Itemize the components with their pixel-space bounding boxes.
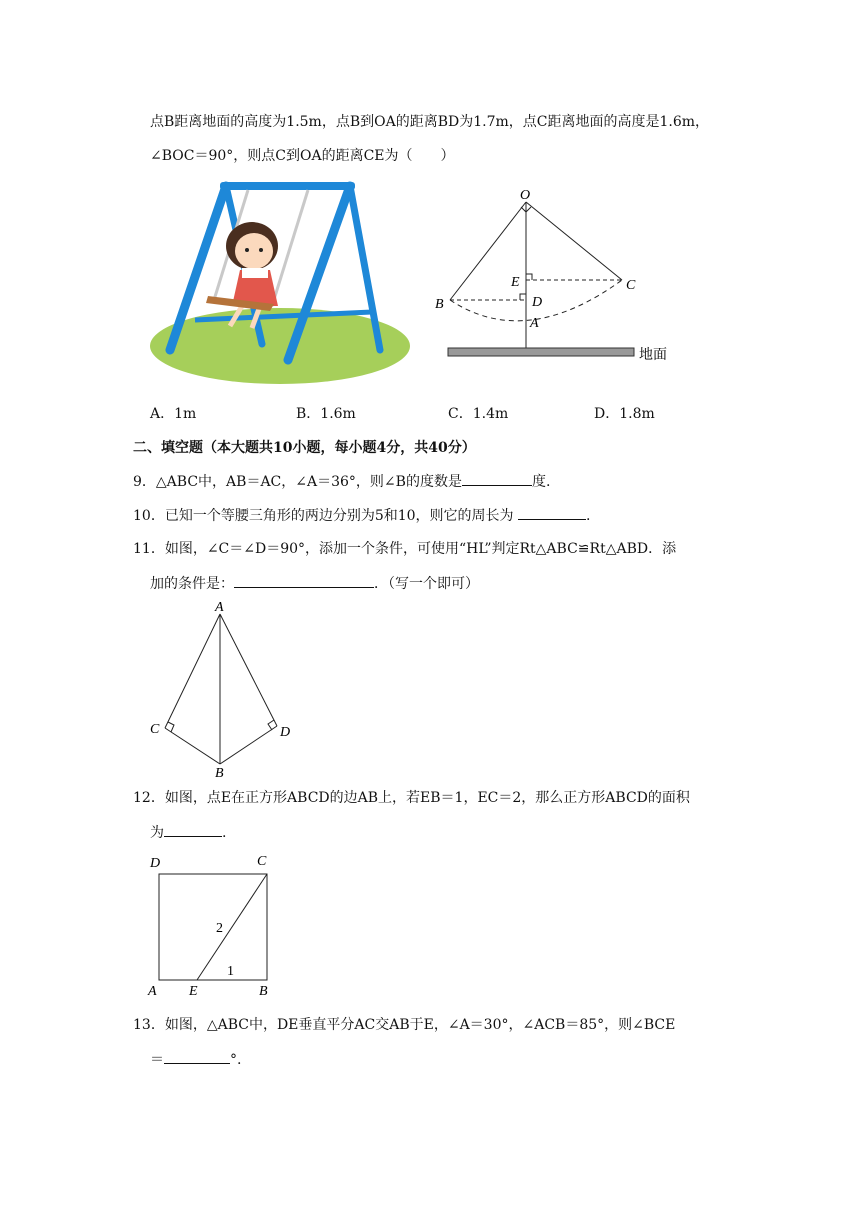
q12-line1: 12．如图，点E在正方形ABCD的边AB上，若EB＝1，EC＝2，那么正方形ABCD的面积	[133, 790, 690, 806]
q12-label-A: A	[148, 984, 157, 999]
swing-illustration	[150, 178, 420, 388]
ground-bar	[448, 348, 634, 356]
q13-suffix: °.	[230, 1052, 242, 1068]
q8-geometry-diagram	[430, 190, 680, 380]
q11-answer-blank[interactable]	[234, 573, 374, 588]
q9-text: 9．△ABC中，AB＝AC，∠A＝36°，则∠B的度数是	[133, 474, 462, 490]
q10-text: 10．已知一个等腰三角形的两边分别为5和10，则它的周长为	[133, 508, 514, 524]
label-O: O	[520, 188, 531, 203]
q10	[133, 505, 590, 526]
q11-label-D: D	[280, 725, 291, 740]
option-d: D．1.8m	[594, 406, 655, 422]
label-B: B	[435, 297, 444, 312]
q12-label-D: D	[150, 856, 161, 871]
label-D: D	[532, 295, 543, 310]
option-c: C．1.4m	[448, 406, 509, 422]
q11-kite-diagram	[145, 598, 295, 781]
q12-suffix: .	[222, 825, 227, 841]
q12-label-E: E	[189, 984, 198, 999]
swing-top-bar	[220, 182, 355, 190]
section-title: 二、填空题（本大题共10小题，每小题4分，共40分）	[133, 440, 476, 456]
q9-answer-blank[interactable]	[462, 471, 532, 486]
option-b: B．1.6m	[296, 406, 356, 422]
q12-seg-eb: 1	[227, 964, 234, 979]
q10-answer-blank[interactable]	[518, 505, 586, 520]
girl-shirt	[242, 268, 268, 278]
q11-suffix: ．（写一个即可）	[374, 576, 479, 592]
girl-face	[235, 233, 273, 269]
q12-answer-blank[interactable]	[164, 822, 222, 837]
q11-label-B: B	[215, 766, 224, 781]
girl-eye-right	[259, 248, 263, 252]
q12-label-B: B	[259, 984, 268, 999]
q11-prefix: 加的条件是：	[150, 576, 234, 592]
q11-label-A: A	[215, 600, 224, 615]
q13-line2	[150, 1049, 241, 1070]
label-A: A	[530, 316, 539, 331]
q12-seg-ec: 2	[216, 921, 223, 936]
q13-line1: 13．如图，△ABC中，DE垂直平分AC交AB于E，∠A＝30°，∠ACB＝85°，则∠BCE	[133, 1017, 676, 1033]
q12-line2	[150, 822, 226, 843]
label-C: C	[626, 278, 636, 293]
label-ground: 地面	[639, 348, 667, 363]
q13-prefix: ＝	[150, 1052, 164, 1068]
option-a: A．1m	[150, 406, 197, 422]
q12-label-C: C	[257, 854, 267, 869]
label-E: E	[511, 275, 520, 290]
q13-answer-blank[interactable]	[164, 1049, 230, 1064]
q11-line1: 11．如图，∠C＝∠D＝90°，添加一个条件，可使用“HL”判定Rt△ABC≌Rt△ABD．添	[133, 541, 677, 557]
q8-line2: ∠BOC＝90°，则点C到OA的距离CE为（ ）	[150, 148, 455, 164]
q8-line1: 点B距离地面的高度为1.5m，点B到OA的距离BD为1.7m，点C距离地面的高度是1.6m，	[150, 114, 710, 130]
q11-line2	[150, 573, 479, 594]
q12-square-diagram	[145, 850, 285, 1000]
q12-prefix: 为	[150, 825, 164, 841]
q9	[133, 471, 550, 492]
q10-suffix: .	[586, 508, 591, 524]
q9-suffix: 度.	[531, 474, 551, 490]
q11-label-C: C	[150, 722, 160, 737]
girl-eye-left	[245, 248, 249, 252]
